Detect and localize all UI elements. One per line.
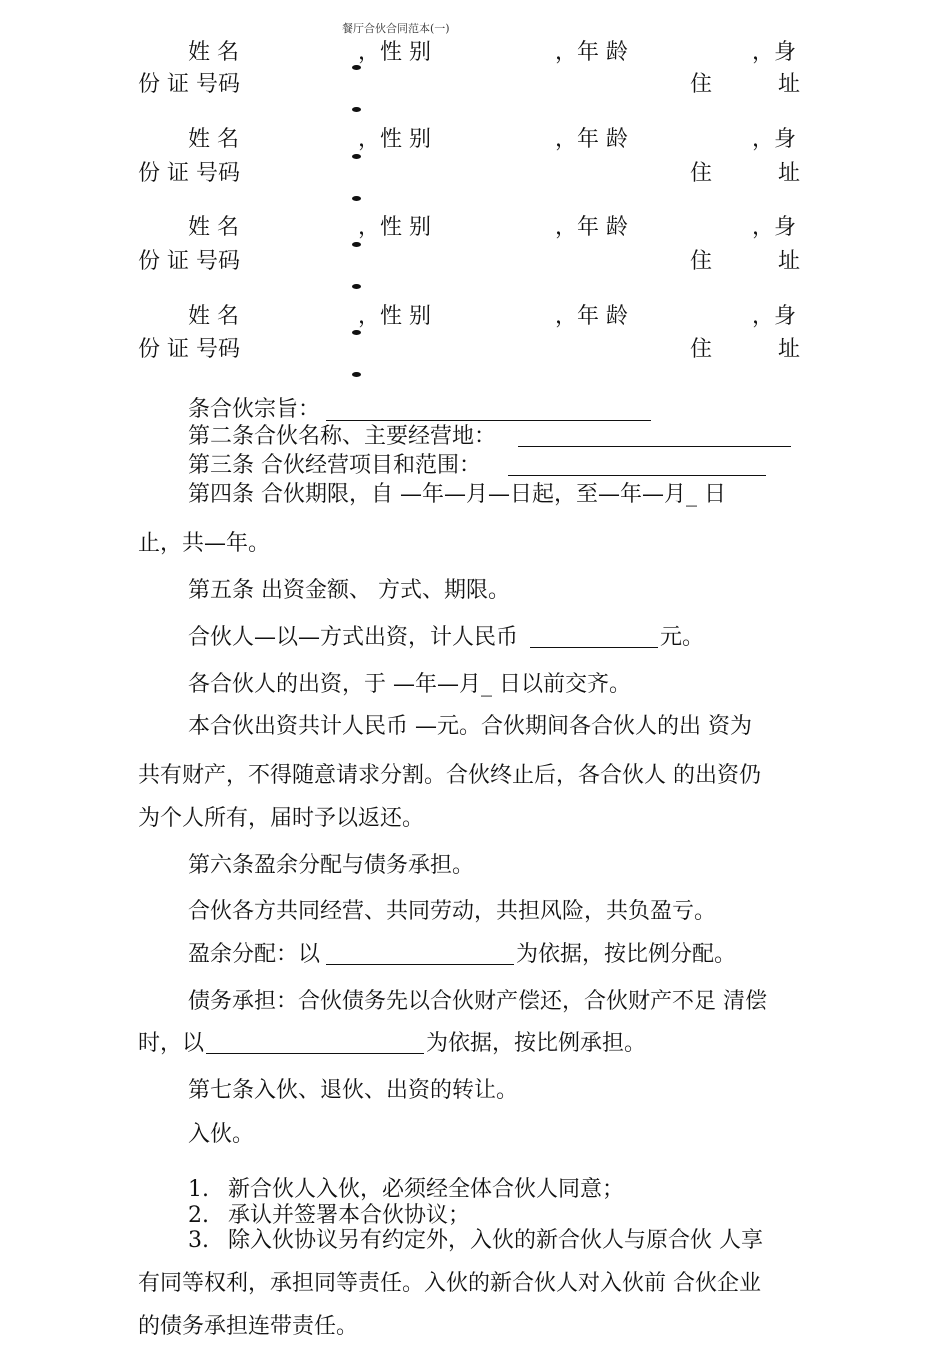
clause-3-scope: 第三条 合伙经营项目和范围： xyxy=(188,453,481,478)
clause-5-para-1b: 元。 xyxy=(660,625,705,650)
address-label-2: 址 xyxy=(778,72,801,97)
name-label: 姓 名 xyxy=(188,40,239,65)
clause-6-para-3b: 时，以 xyxy=(138,1031,205,1056)
bullet-dot xyxy=(352,330,361,335)
list-item-number: 3. xyxy=(188,1228,209,1253)
id-label-tail: ，身 xyxy=(752,40,797,65)
list-item: 新合伙人入伙，必须经全体合伙人同意； xyxy=(228,1177,625,1202)
id-label-head: 份 证 号码 xyxy=(138,337,240,362)
list-item-number: 1. xyxy=(188,1177,209,1202)
blank-line xyxy=(530,647,658,648)
address-label-1: 住 xyxy=(690,337,713,362)
clause-7-title: 第七条入伙、退伙、出资的转让。 xyxy=(188,1078,519,1103)
gender-label: ，性 别 xyxy=(358,304,431,329)
name-label: 姓 名 xyxy=(188,304,239,329)
name-label: 姓 名 xyxy=(188,215,239,240)
bullet-dot xyxy=(352,372,361,377)
id-label-head: 份 证 号码 xyxy=(138,72,240,97)
clause-1-purpose: 条合伙宗旨： xyxy=(188,397,321,422)
page-header: 餐厅合伙合同范本(一) xyxy=(342,22,450,35)
clause-4-term-cont: 止，共—年。 xyxy=(138,531,271,556)
gender-label: ，性 别 xyxy=(358,40,431,65)
address-label-2: 址 xyxy=(778,161,801,186)
clause-4-term: 第四条 合伙期限，自 —年—月—日起，至—年—月_ 日 xyxy=(188,482,726,507)
bullet-dot xyxy=(352,154,361,159)
age-label: ，年 龄 xyxy=(555,215,628,240)
id-label-head: 份 证 号码 xyxy=(138,161,240,186)
address-label-1: 住 xyxy=(690,161,713,186)
blank-line xyxy=(326,964,514,965)
address-label-1: 住 xyxy=(690,249,713,274)
name-label: 姓 名 xyxy=(188,127,239,152)
gender-label: ，性 别 xyxy=(358,127,431,152)
blank-line xyxy=(206,1053,424,1054)
bullet-dot xyxy=(352,196,361,201)
clause-6-title: 第六条盈余分配与债务承担。 xyxy=(188,853,475,878)
clause-6-para-3c: 为依据，按比例承担。 xyxy=(426,1031,647,1056)
clause-2-name-place: 第二条合伙名称、主要经营地： xyxy=(188,424,497,449)
age-label: ，年 龄 xyxy=(555,40,628,65)
clause-6-para-1: 合伙各方共同经营、共同劳动，共担风险，共负盈亏。 xyxy=(188,899,717,924)
bullet-dot xyxy=(352,242,361,247)
id-label-tail: ，身 xyxy=(752,127,797,152)
clause-6-para-2a: 盈余分配：以 xyxy=(188,942,321,967)
list-item-cont: 的债务承担连带责任。 xyxy=(138,1314,359,1339)
clause-5-para-3a: 本合伙出资共计人民币 —元。合伙期间各合伙人的出 资为 xyxy=(188,714,752,739)
age-label: ，年 龄 xyxy=(555,127,628,152)
address-label-1: 住 xyxy=(690,72,713,97)
clause-5-para-3c: 为个人所有，届时予以返还。 xyxy=(138,806,425,831)
gender-label: ，性 别 xyxy=(358,215,431,240)
id-label-head: 份 证 号码 xyxy=(138,249,240,274)
blank-line xyxy=(326,420,651,421)
bullet-dot xyxy=(352,65,361,70)
address-label-2: 址 xyxy=(778,337,801,362)
id-label-tail: ，身 xyxy=(752,304,797,329)
address-label-2: 址 xyxy=(778,249,801,274)
clause-5-para-2: 各合伙人的出资，于 —年—月_ 日以前交齐。 xyxy=(188,672,631,697)
clause-5-title: 第五条 出资金额、 方式、期限。 xyxy=(188,578,510,603)
blank-line xyxy=(508,475,766,476)
list-item: 承认并签署本合伙协议； xyxy=(228,1203,471,1228)
clause-6-para-3a: 债务承担：合伙债务先以合伙财产偿还，合伙财产不足 清偿 xyxy=(188,989,767,1014)
list-item-cont: 有同等权利，承担同等责任。入伙的新合伙人对入伙前 合伙企业 xyxy=(138,1271,761,1296)
clause-7-admission: 入伙。 xyxy=(188,1122,255,1147)
id-label-tail: ，身 xyxy=(752,215,797,240)
list-item: 除入伙协议另有约定外，入伙的新合伙人与原合伙 人享 xyxy=(228,1228,763,1253)
clause-6-para-2b: 为依据，按比例分配。 xyxy=(516,942,737,967)
bullet-dot xyxy=(352,284,361,289)
age-label: ，年 龄 xyxy=(555,304,628,329)
clause-5-para-1a: 合伙人—以—方式出资，计人民币 xyxy=(188,625,519,650)
list-item-number: 2. xyxy=(188,1203,209,1228)
blank-line xyxy=(518,446,791,447)
clause-5-para-3b: 共有财产，不得随意请求分割。合伙终止后，各合伙人 的出资仍 xyxy=(138,763,761,788)
bullet-dot xyxy=(352,107,361,112)
